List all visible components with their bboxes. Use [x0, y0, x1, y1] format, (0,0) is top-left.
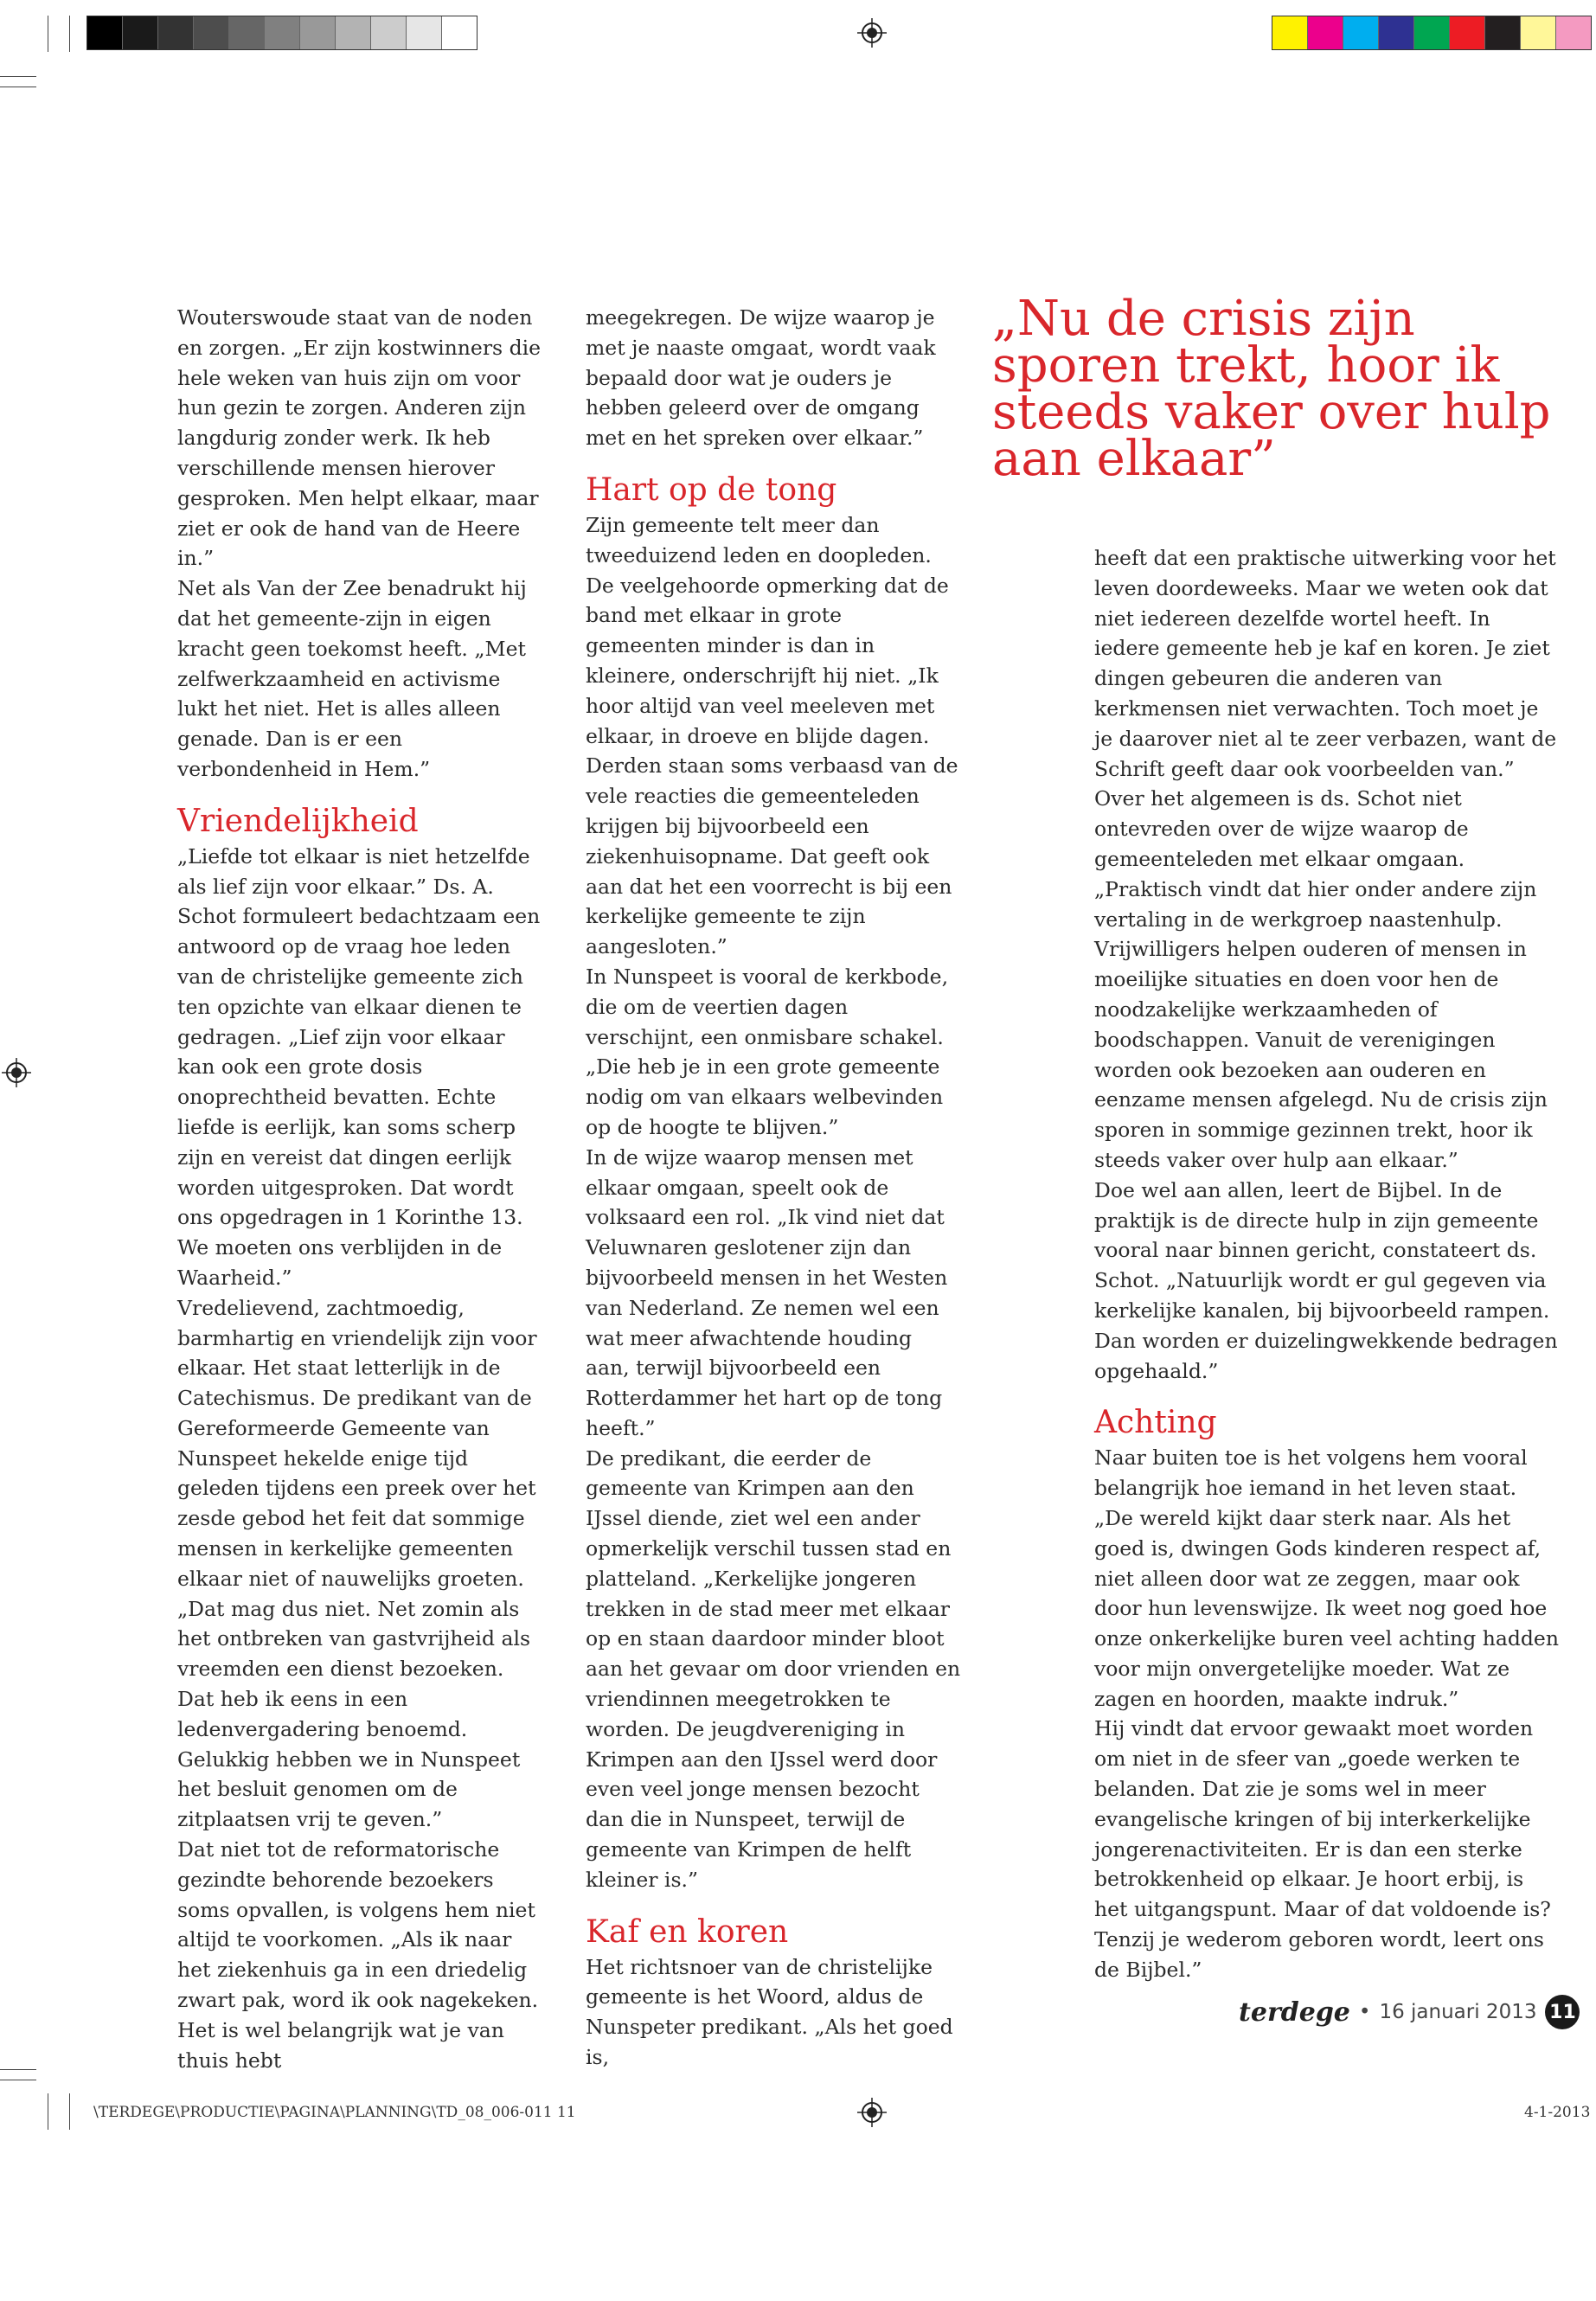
paragraph: Doe wel aan allen, leert de Bijbel. In de praktijk is de directe hulp in zijn gemeente vooral naar binnen gericht, constateert ds. Schot. „Natuurlijk wordt er gul gegeven via kerkelijke kanalen, bij bijvoorbeeld rampen. Dan worden er duizelingwekkende bedragen opgehaald.” [1094, 1177, 1558, 1383]
color-swatch [1379, 16, 1414, 49]
production-slug: \TERDEGE\PRODUCTIE\PAGINA\PLANNING\TD_08_006-011 11 [93, 2104, 576, 2121]
crop-mark [69, 2093, 70, 2130]
paragraph: De predikant, die eerder de gemeente van Krimpen aan den IJssel diende, ziet wel een ander opmerkelijk verschil tussen stad en platteland. „Kerkelijke jongeren trekken in de stad meer met elkaar op en staan daardoor minder bloot aan het gevaar om door vrienden en vriendinnen meegetrokken te worden. De jeugdvereniging in Krimpen aan den IJssel werd door even veel jonge mensen bezocht dan die in Nunspeet, terwijl de gemeente van Krimpen de helft kleiner is.” [586, 1445, 961, 1892]
color-swatch [407, 16, 442, 49]
page-number: 11 [1545, 1995, 1580, 2029]
paragraph: Naar buiten toe is het volgens hem vooral belangrijk hoe iemand in het leven staat. „De wereld kijkt daar sterk naar. Als het goed is, dwingen Gods kinderen respect af, niet alleen door wat ze zeggen, maar ook door hun levenswijze. Ik weet nog goed hoe onze onkerkelijke buren veel achting hadden voor mijn onvergetelijke moeder. Wat ze zagen en hoorden, maakte indruk.” [1094, 1445, 1559, 1711]
color-swatch [1414, 16, 1450, 49]
registration-mark-icon [2, 1058, 31, 1087]
section-heading-vriendelijkheid: Vriendelijkheid [177, 803, 419, 839]
paragraph: heeft dat een praktische uitwerking voor het leven doordeweeks. Maar we weten ook dat niet iedereen dezelfde wortel heeft. In iedere gemeente heb je kaf en koren. Je ziet dingen gebeuren die anderen van kerkmensen niet verwachten. Toch moet je je daarover niet al te zeer verbazen, want de Schrift geeft daar ook voorbeelden van.” [1094, 546, 1557, 781]
paragraph: In de wijze waarop mensen met elkaar omgaan, speelt ook de volksaard een rol. „Ik vind niet dat Veluwnaren geslotener zijn dan bijvoorbeeld mensen in het Westen van Nederland. Ze nemen wel een wat meer afwachtende houding aan, terwijl bijvoorbeeld een Rotterdammer het hart op de tong heeft.” [586, 1144, 948, 1440]
pull-quote: „Nu de crisis zijn sporen trekt, hoor ik steeds vaker over hulp aan elkaar” [992, 291, 1551, 487]
color-swatch [229, 16, 265, 49]
color-swatch [158, 16, 194, 49]
paragraph: „Liefde tot elkaar is niet hetzelfde als lief zijn voor elkaar.” Ds. A. Schot formuleert bedachtzaam een antwoord op de vraag hoe leden van de christelijke gemeente zich ten opzichte van elkaar dienen te gedragen. „Lief zijn voor elkaar kan ook een grote dosis onoprechtheid bevatten. Echte liefde is eerlijk, kan soms scherp zijn en vereist dat dingen eerlijk worden uitgesproken. Dat wordt ons opgedragen in 1 Korinthe 13. We moeten ons verblijden in de Waarheid.” [177, 843, 541, 1290]
crop-mark [0, 2069, 36, 2070]
color-swatch [300, 16, 336, 49]
magazine-brand: terdege [1239, 1997, 1350, 2028]
color-swatch [1308, 16, 1343, 49]
color-swatch [123, 16, 158, 49]
process-color-bar [1272, 16, 1592, 50]
paragraph: Zijn gemeente telt meer dan tweeduizend leden en doopleden. De veelgehoorde opmerking dat de band met elkaar in grote gemeenten minder is dan in kleinere, onderschrijft hij niet. „Ik hoor altijd van veel meeleven met elkaar, in droeve en blijde dagen. Derden staan soms verbaasd van de vele reacties die gemeenteleden krijgen bij bijvoorbeeld een ziekenhuisopname. Dat geeft ook aan dat het een voorrecht is bij een kerkelijke gemeente te zijn aangesloten.” [586, 512, 958, 959]
article-column-2 [586, 303, 962, 2073]
grayscale-color-bar [87, 16, 478, 50]
color-swatch [1343, 16, 1379, 49]
registration-mark-icon [857, 2098, 887, 2127]
registration-mark-icon [857, 18, 887, 48]
color-swatch [1450, 16, 1485, 49]
paragraph: In Nunspeet is vooral de kerkbode, die om de veertien dagen verschijnt, een onmisbare schakel. „Die heb je in een grote gemeente nodig om van elkaars welbevinden op de hoogte te blijven.” [586, 964, 949, 1139]
crop-mark [0, 76, 36, 77]
paragraph: Het richtsnoer van de christelijke gemeente is het Woord, aldus de Nunspeter predikant. „Als het goed is, [586, 1954, 953, 2070]
color-swatch [87, 16, 123, 49]
color-swatch [371, 16, 407, 49]
paragraph: meegekregen. De wijze waarop je met je naaste omgaat, wordt vaak bepaald door wat je ouders je hebben geleerd over de omgang met en het spreken over elkaar.” [586, 305, 936, 451]
color-swatch [1272, 16, 1308, 49]
production-date: 4-1-2013 [1524, 2104, 1591, 2121]
paragraph: Over het algemeen is ds. Schot niet ontevreden over de wijze waarop de gemeenteleden met elkaar omgaan. „Praktisch vindt dat hier onder andere zijn vertaling in de werkgroep naastenhulp. Vrijwilligers helpen ouderen of mensen in moeilijke situaties en doen voor hen de noodzakelijke werkzaamheden of boodschappen. Vanuit de verenigingen worden ook bezoeken aan ouderen en eenzame mensen afgelegd. Nu de crisis zijn sporen in sommige gezinnen trekt, hoor ik steeds vaker over hulp aan elkaar.” [1094, 786, 1548, 1172]
paragraph: Net als Van der Zee benadrukt hij dat het gemeente-zijn in eigen kracht geen toekomst heeft. „Met zelfwerkzaamheid en activisme lukt het niet. Het is alles alleen genade. Dan is er een verbondenheid in Hem.” [177, 576, 527, 781]
section-heading-hart-op-de-tong: Hart op de tong [586, 471, 837, 508]
color-swatch [1521, 16, 1556, 49]
color-swatch [336, 16, 371, 49]
section-heading-achting: Achting [1094, 1405, 1217, 1441]
color-swatch [194, 16, 229, 49]
article-column-3 [1094, 543, 1561, 1985]
color-swatch [265, 16, 300, 49]
section-heading-kaf-en-koren: Kaf en koren [586, 1913, 789, 1950]
footer-bullet: • [1358, 2001, 1371, 2023]
paragraph: Vredelievend, zachtmoedig, barmhartig en vriendelijk zijn voor elkaar. Het staat letterlijk in de Catechismus. De predikant van de Gereformeerde Gemeente van Nunspeet hekelde enige tijd geleden tijdens een preek over het zesde gebod het feit dat sommige mensen in kerkelijke gemeenten elkaar niet of nauwelijks groeten. „Dat mag dus niet. Net zomin als het ontbreken van gastvrijheid als vreemden een dienst bezoeken. Dat heb ik eens in een ledenvergadering benoemd. Gelukkig hebben we in Nunspeet het besluit genomen om de zitplaatsen vrij te geven.” [177, 1295, 537, 1832]
article-column-1 [177, 303, 545, 2075]
crop-mark [69, 16, 70, 52]
color-swatch [1556, 16, 1591, 49]
paragraph: Dat niet tot de reformatorische gezindte behorende bezoekers soms opvallen, is volgens hem niet altijd te voorkomen. „Als ik naar het ziekenhuis ga in een driedelig zwart pak, word ik ook nagekeken. Het is wel belangrijk wat je van thuis hebt [177, 1837, 539, 2073]
paragraph: Hij vindt dat ervoor gewaakt moet worden om niet in de sfeer van „goede werken te belanden. Dat zie je soms wel in meer evangelische kringen of bij interkerkelijke jongerenactiviteiten. Er is dan een sterke betrokkenheid op elkaar. Je hoort erbij, is het uitgangspunt. Maar of dat voldoende is? Tenzij je wederom geboren wordt, leert ons de Bijbel.” [1094, 1716, 1551, 1982]
color-swatch [1485, 16, 1521, 49]
issue-date: 16 januari 2013 [1379, 2001, 1537, 2023]
color-swatch [442, 16, 477, 49]
page-footer [1239, 1995, 1580, 2029]
paragraph: Wouterswoude staat van de noden en zorgen. „Er zijn kostwinners die hele weken van huis zijn om voor hun gezin te zorgen. Anderen zijn langdurig zonder werk. Ik heb verschillende mensen hierover gesproken. Men helpt elkaar, maar ziet er ook de hand van de Heere in.” [177, 305, 542, 571]
